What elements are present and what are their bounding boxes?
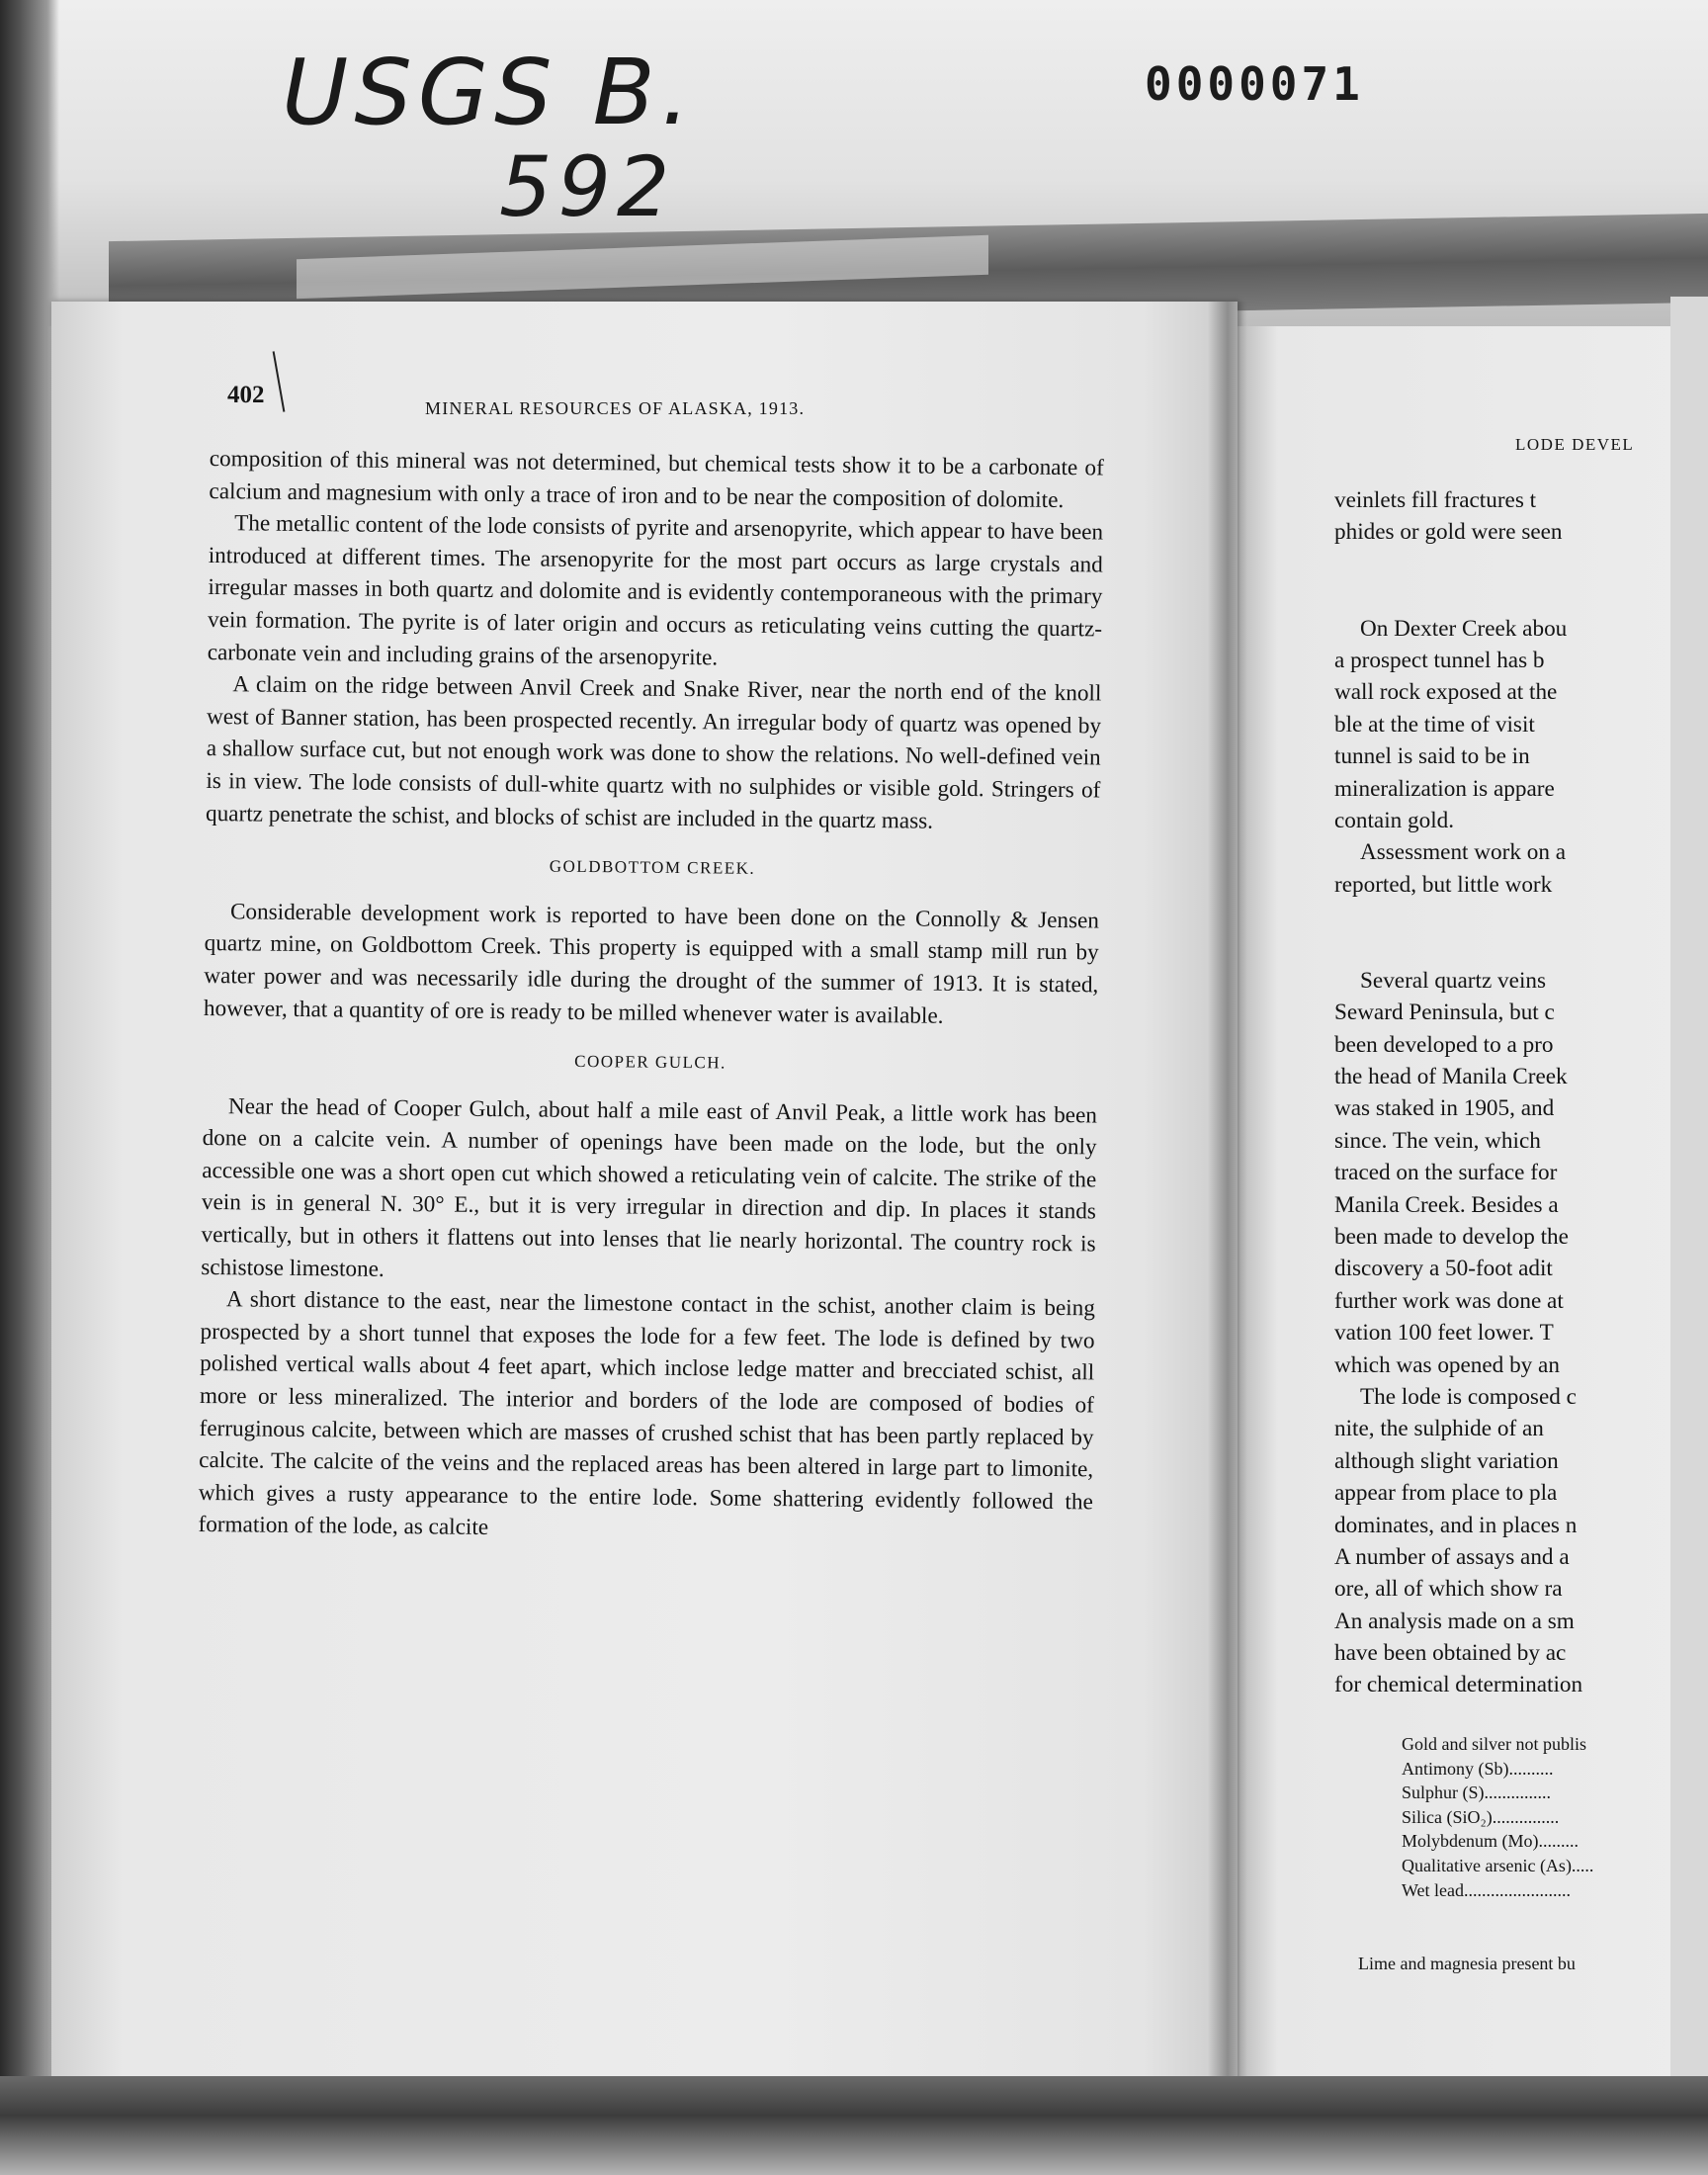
text-line: Assessment work on a (1360, 839, 1567, 866)
stamp-number: 0000071 (1145, 57, 1364, 111)
text-line: have been obtained by ac (1334, 1640, 1567, 1667)
paragraph: composition of this mineral was not determined, but chemical tests show it to be a carbonate of calcium and magnesium with only a trace of iron and to be near the composition of dolomite. (209, 445, 1104, 513)
text-line: wall rock exposed at the (1334, 679, 1558, 706)
left-page-text (198, 443, 1104, 1550)
text-line (1334, 580, 1708, 612)
handwritten-annotation-line2: 592 (499, 138, 676, 235)
text-line: Seward Peninsula, but c (1334, 1000, 1555, 1026)
text-line: dominates, and in places n (1334, 1512, 1578, 1538)
text-line: traced on the surface for (1334, 1160, 1558, 1186)
text-line: Several quartz veins (1360, 967, 1547, 994)
scan-left-edge (0, 0, 59, 2175)
table-row: Wet lead........................ (1402, 1879, 1572, 1900)
text-line: ore, all of which show ra (1334, 1576, 1563, 1603)
paragraph: Considerable development work is reported to have been done on the Connolly & Jensen quartz mine, on Goldbottom Creek. This property is equipped with a small stamp mill run by water power and was necessarily idle during the drought of the summer of 1913. It is stated, however, that a quantity of ore is ready to be milled whenever water is available. (203, 898, 1100, 1029)
scan-bottom-edge (0, 2076, 1708, 2175)
section-heading: GOLDBOTTOM CREEK. (549, 856, 756, 878)
text-line (1334, 901, 1708, 932)
paragraph: The metallic content of the lode consists of pyrite and arsenopyrite, which appear to have been introduced at different times. The arsenopyrite for the most part occurs as large crystals and irregular masses in both quartz and dolomite and is evidently contemporaneous with the primary vein formation. The pyrite is of later origin and occurs as reticulating veins cutting the quartz-carbonate vein and including grains of the arsenopyrite. (207, 510, 1104, 670)
table-row: Gold and silver not publis (1402, 1734, 1586, 1754)
text-line: tunnel is said to be in (1334, 743, 1530, 770)
text-line: been made to develop the (1334, 1223, 1569, 1250)
text-line: On Dexter Creek abou (1360, 615, 1568, 642)
analysis-table (1402, 1732, 1593, 1902)
text-line: reported, but little work (1334, 871, 1553, 898)
text-line: the head of Manila Creek (1334, 1064, 1568, 1090)
section-heading: COOPER GULCH. (574, 1051, 726, 1073)
text-line: been developed to a pro (1334, 1031, 1554, 1058)
text-line: phides or gold were seen (1334, 519, 1563, 546)
page-number: 402 (227, 382, 265, 408)
text-line: since. The vein, which (1334, 1127, 1541, 1154)
table-row: Antimony (Sb).......... (1402, 1758, 1554, 1779)
book-gutter (1208, 302, 1247, 2111)
text-line: contain gold. (1334, 807, 1455, 833)
text-line (1334, 932, 1708, 964)
paragraph: Near the head of Cooper Gulch, about half a mile east of Anvil Peak, a little work has been done on a calcite vein. A number of openings have been made on the lode, but the only accessible one was a short open cut which showed a reticulating vein of calcite. The strike of the vein is in general N. 30° E., but it is very irregular in direction and dip. In places it stands vertically, but in others it flattens out into lenses that lie nearly horizontal. The country rock is schistose limestone. (201, 1092, 1098, 1282)
table-footnote: Lime and magnesia present bu (1358, 1954, 1576, 1973)
text-line: further work was done at (1334, 1287, 1564, 1314)
table-row: Molybdenum (Mo)......... (1402, 1831, 1579, 1852)
right-running-head: LODE DEVEL (1515, 435, 1635, 454)
text-line: nite, the sulphide of an (1334, 1416, 1544, 1442)
text-line: Manila Creek. Besides a (1334, 1191, 1559, 1218)
text-line: An analysis made on a sm (1334, 1608, 1575, 1634)
right-page-text (1334, 484, 1708, 1701)
text-line: vation 100 feet lower. T (1334, 1320, 1554, 1347)
text-line (1334, 549, 1708, 580)
handwritten-annotation-line1: USGS B. (282, 40, 697, 145)
page-clip-edge (1670, 297, 1708, 2155)
text-line: discovery a 50-foot adit (1334, 1256, 1553, 1282)
text-line: although slight variation (1334, 1447, 1559, 1474)
text-line: A number of assays and a (1334, 1543, 1570, 1570)
table-row: Qualitative arsenic (As)..... (1402, 1855, 1594, 1875)
paragraph: A short distance to the east, near the limestone contact in the schist, another claim is being prospected by a short tunnel that exposes the lode for a few feet. The lode is defined by two polished vertical walls about 4 feet apart, which inclose ledge matter and brecciated schist, all more or less mineralized. The interior and borders of the lode are composed of bodies of ferruginous calcite, between which are masses of crushed schist that has been partly replaced by calcite. The calcite of the veins and the replaced areas has been altered in large part to limonite, which gives a rusty appearance to the entire lode. Some shattering evidently followed the formation of the lode, as calcite (198, 1286, 1096, 1541)
text-line: appear from place to pla (1334, 1480, 1558, 1507)
text-line: a prospect tunnel has b (1334, 647, 1545, 673)
running-title: MINERAL RESOURCES OF ALASKA, 1913. (425, 398, 806, 418)
text-line: which was opened by an (1334, 1351, 1560, 1378)
text-line: ble at the time of visit (1334, 711, 1535, 738)
paragraph: A claim on the ridge between Anvil Creek and Snake River, near the north end of the knoll west of Banner station, has been prospected recently. An irregular body of quartz was opened by a shallow surface cut, but not enough work was done to show the relations. No well-defined vein is in view. The lode consists of dull-white quartz with no sulphides or visible gold. Stringers of quartz penetrate the schist, and blocks of schist are included in the quartz mass. (205, 671, 1102, 834)
text-line: for chemical determination (1334, 1672, 1583, 1698)
text-line: veinlets fill fractures t (1334, 487, 1537, 513)
text-line: mineralization is appare (1334, 775, 1555, 802)
text-line: The lode is composed c (1360, 1383, 1577, 1410)
text-line: was staked in 1905, and (1334, 1095, 1555, 1122)
table-row: Silica (SiO₂)............... (1402, 1806, 1560, 1827)
table-row: Sulphur (S)............... (1402, 1783, 1552, 1803)
